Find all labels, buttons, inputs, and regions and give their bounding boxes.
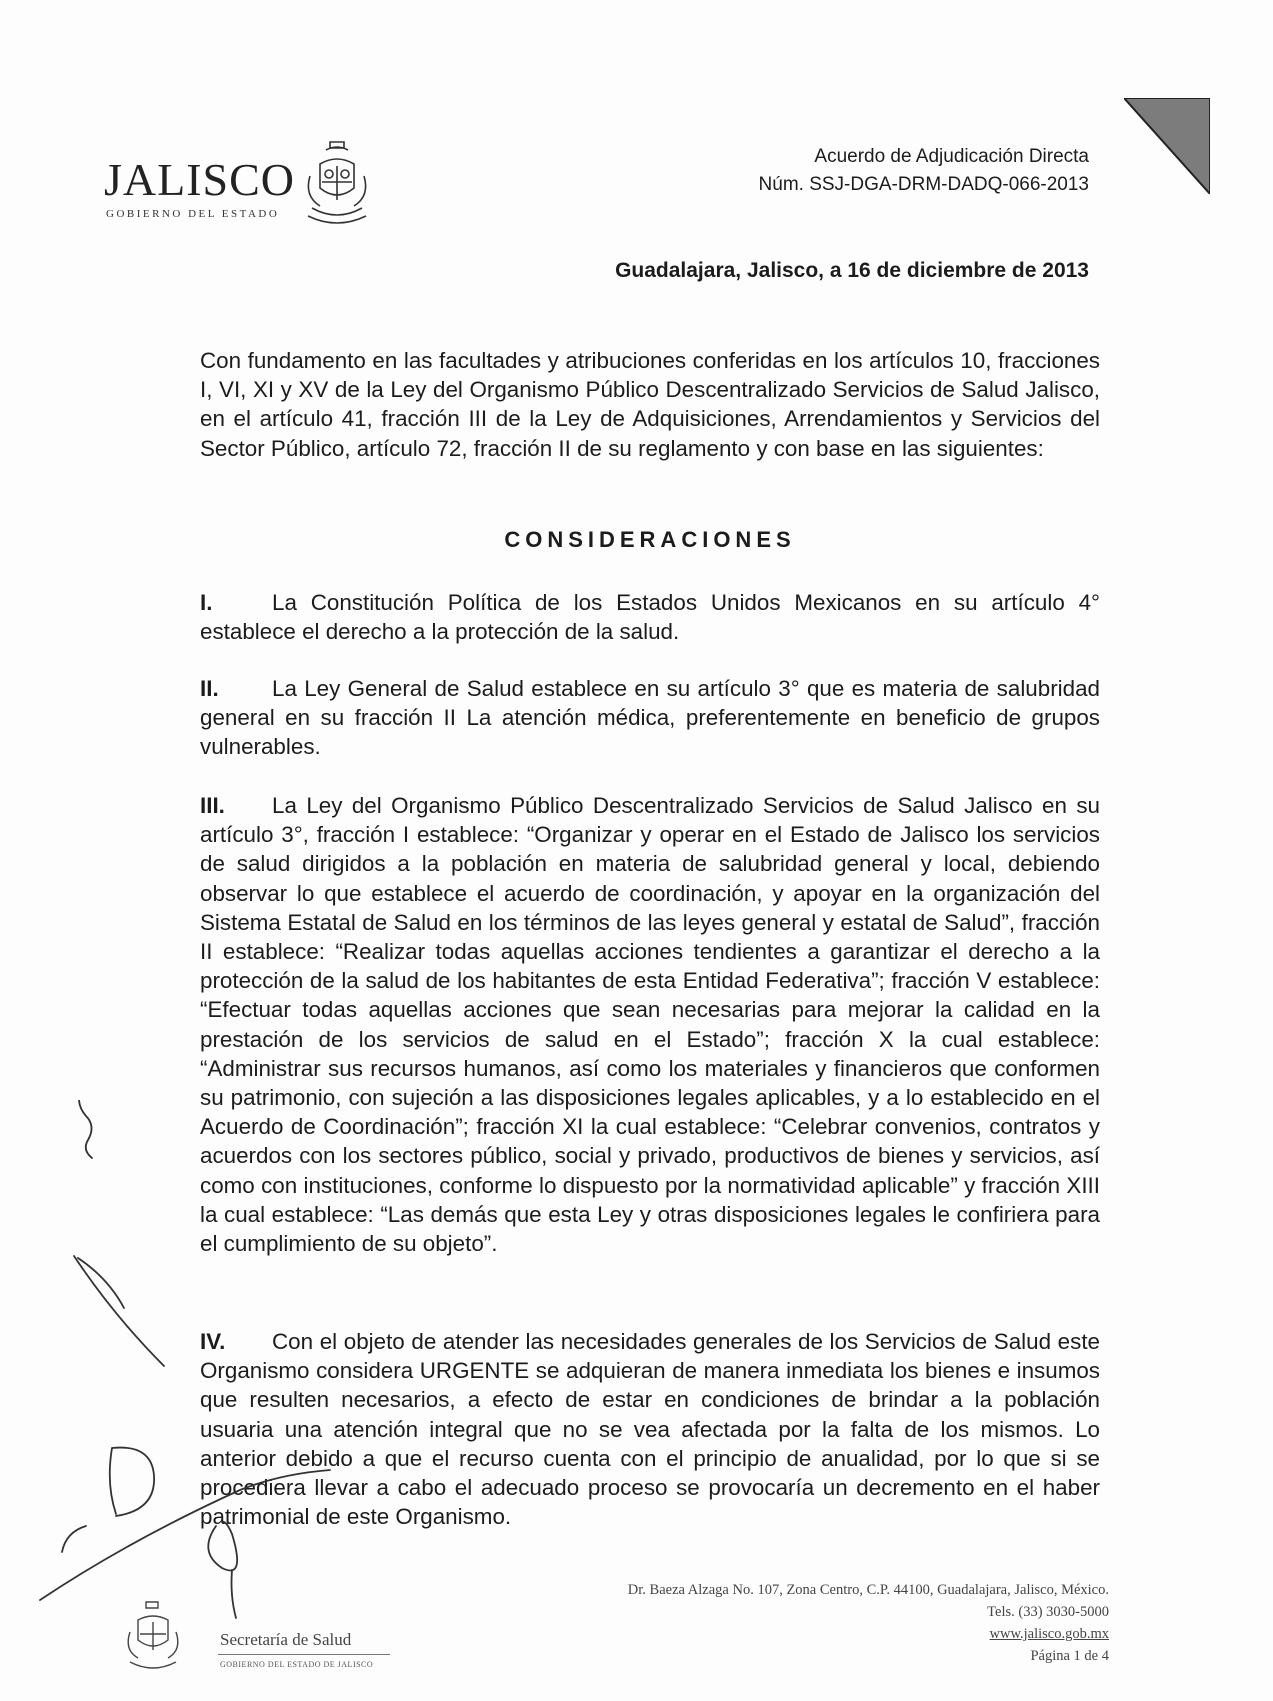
item-number: I. <box>200 590 213 615</box>
logo-wordmark: JALISCO <box>104 154 296 205</box>
page-number: Página 1 de 4 <box>1030 1648 1109 1664</box>
item-number: IV. <box>200 1329 226 1354</box>
footer-website-link[interactable]: www.jalisco.gob.mx <box>989 1626 1109 1642</box>
item-number: III. <box>200 793 225 818</box>
item-text: La Ley del Organismo Público Descentralizado Servicios de Salud Jalisco en su artículo 3°, fracción I establece: “Organizar y operar en el Estado de Jalisco los servicios de salud dirigidos a la población en materia de salubridad general y local, debiendo observar lo que establece el acuerdo de coordinación, y apoyar en la organización del Sistema Estatal de Salud en los términos de las leyes general y estatal de Salud”, fracción II establece: “Realizar todas aquellas acciones tendientes a garantizar el derecho a la protección de la salud de los habitantes de esta Entidad Federativa”; fracción V establece: “Efectuar todas aquellas acciones que sean necesarias para mejorar la calidad en la prestación de los servicios de salud en el Estado”; fracción X la cual establece: “Administrar sus recursos humanos, así como los materiales y financieros que conformen su patrimonio, con sujeción a las disposiciones legales aplicables, y a lo establecido en el Acuerdo de Coordinación”; fracción XI la cual establece: “Celebrar convenios, contratos y acuerdos con los sectores público, social y privado, productivos de bienes y servicios, así como con instituciones, conforme lo dispuesto por la normatividad aplicable” y fracción XIII la cual establece: “Las demás que esta Ley y otras disposiciones legales le confiriera para el cumplimiento de su objeto”. <box>200 793 1100 1257</box>
secretaria-subtitle: GOBIERNO DEL ESTADO DE JALISCO <box>220 1660 374 1669</box>
consideration-item <box>200 674 1100 762</box>
consideration-item <box>200 588 1100 646</box>
intro-paragraph: Con fundamento en las facultades y atribuciones conferidas en los artículos 10, fracciones I, VI, XI y XV de la Ley del Organismo Público Descentralizado Servicios de Salud Jalisco, en el artículo 41, fracción III de la Ley de Adquisiciones, Arrendamientos y Servicios del Sector Público, artículo 72, fracción II de su reglamento y con base en las siguientes: <box>200 348 1100 461</box>
item-text: La Constitución Política de los Estados Unidos Mexicanos en su artículo 4° establece el derecho a la protección de la salud. <box>200 590 1100 645</box>
secretaria-name: Secretaría de Salud <box>220 1630 352 1649</box>
coat-of-arms-icon <box>300 136 374 226</box>
divider <box>218 1654 390 1655</box>
corner-mark <box>1124 98 1210 194</box>
handwritten-margin-marks <box>0 1100 420 1700</box>
item-number: II. <box>200 676 219 701</box>
document-number: Núm. SSJ-DGA-DRM-DADQ-066-2013 <box>758 174 1089 195</box>
item-text: Con el objeto de atender las necesidades generales de los Servicios de Salud este Organismo considera URGENTE se adquieran de manera inmediata los bienes e insumos que resulten necesarios, a efecto de estar en condiciones de brindar a la población usuaria una atención integral que no se vea afectada por la falta de los mismos. Lo anterior debido a que el recurso cuenta con el principio de anualidad, por lo que si se procediera llevar a cabo el adecuado proceso se provocaría un decremento en el haber patrimonial de este Organismo. <box>200 1329 1100 1530</box>
document-title: Acuerdo de Adjudicación Directa <box>814 146 1089 167</box>
logo-subtitle: GOBIERNO DEL ESTADO <box>106 208 280 220</box>
footer-address: Dr. Baeza Alzaga No. 107, Zona Centro, C.P. 44100, Guadalajara, Jalisco, México. <box>627 1582 1109 1598</box>
place-and-date: Guadalajara, Jalisco, a 16 de diciembre de 2013 <box>615 259 1089 282</box>
item-text: La Ley General de Salud establece en su artículo 3° que es materia de salubridad general en su fracción II La atención médica, preferentemente en beneficio de grupos vulnerables. <box>200 676 1100 760</box>
footer-phone: Tels. (33) 3030-5000 <box>987 1604 1109 1620</box>
coat-of-arms-icon <box>122 1598 184 1676</box>
section-heading: CONSIDERACIONES <box>504 527 796 552</box>
